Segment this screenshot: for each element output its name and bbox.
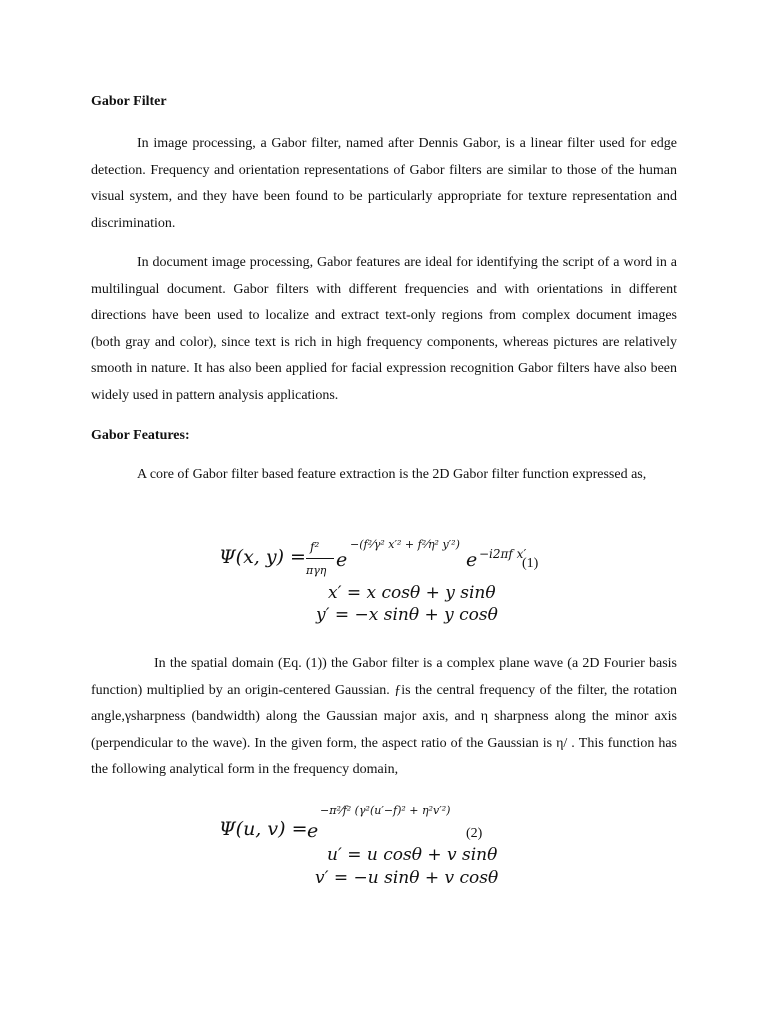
paragraph-feature-extraction: A core of Gabor filter based feature extraction is the 2D Gabor filter function expressed as, bbox=[137, 467, 647, 482]
eq1-lhs: Ψ(x, y) = bbox=[219, 546, 306, 568]
eq2-number: (2) bbox=[466, 826, 483, 841]
eq2-exponential: e bbox=[307, 820, 319, 842]
section-heading-gabor-filter: Gabor Filter bbox=[91, 94, 167, 109]
eq1-exponential-2: e bbox=[466, 549, 478, 571]
paragraph-spatial-domain: In the spatial domain (Eq. (1)) the Gabor filter is a complex plane wave (a 2D Fourier basis function) multiplied by an origin-centered Gaussian. ƒis the central frequency of the filter, the rotation angle,γsharpness (bandwidth) along the Gaussian major axis, and η sharpness along the minor axis (perpendicular to the wave). In the given form, the aspect ratio of the Gaussian is η/ . This function has the following analytical form in the frequency domain, bbox=[91, 656, 677, 777]
eq1-fraction-numerator: f² bbox=[310, 540, 320, 554]
eq1-exponential-1: e bbox=[336, 549, 348, 571]
eq1-number: (1) bbox=[522, 556, 539, 571]
eq1-fraction-denominator: πγη bbox=[306, 564, 327, 577]
eq2-lhs: Ψ(u, v) = bbox=[219, 818, 308, 840]
paragraph-gabor-intro: In image processing, a Gabor filter, named after Dennis Gabor, is a linear filter used for edge detection. Frequency and orientation representations of Gabor filters are similar to those of the human visual system, and they have been found to be particularly appropriate for texture representation and discrimination. bbox=[91, 136, 677, 231]
eq1-fraction-bar bbox=[306, 558, 334, 559]
eq1-exponent-2: −i2πf x′ bbox=[479, 547, 527, 561]
eq2-exponent: −π²⁄f² (γ²(u′−f)² + η²v′²) bbox=[320, 804, 451, 817]
eq2-v-prime-definition: v′ = −u sinθ + v cosθ bbox=[315, 868, 499, 888]
paragraph-document-processing: In document image processing, Gabor features are ideal for identifying the script of a word in a multilingual document. Gabor filters with different frequencies and with orientations in different directions have been used to localize and extract text-only regions from complex document images (both gray and color), since text is rich in high frequency components, whereas pictures are relatively smooth in nature. It has also been applied for facial expression recognition Gabor filters have also been widely used in pattern analysis applications. bbox=[91, 255, 677, 403]
eq1-y-prime-definition: y′ = −x sinθ + y cosθ bbox=[316, 605, 498, 625]
section-heading-gabor-features: Gabor Features: bbox=[91, 428, 190, 443]
eq2-u-prime-definition: u′ = u cosθ + v sinθ bbox=[327, 845, 498, 865]
eq1-x-prime-definition: x′ = x cosθ + y sinθ bbox=[328, 583, 496, 603]
eq1-exponent-1: −(f²⁄γ² x′² + f²⁄η² y′²) bbox=[350, 538, 460, 551]
